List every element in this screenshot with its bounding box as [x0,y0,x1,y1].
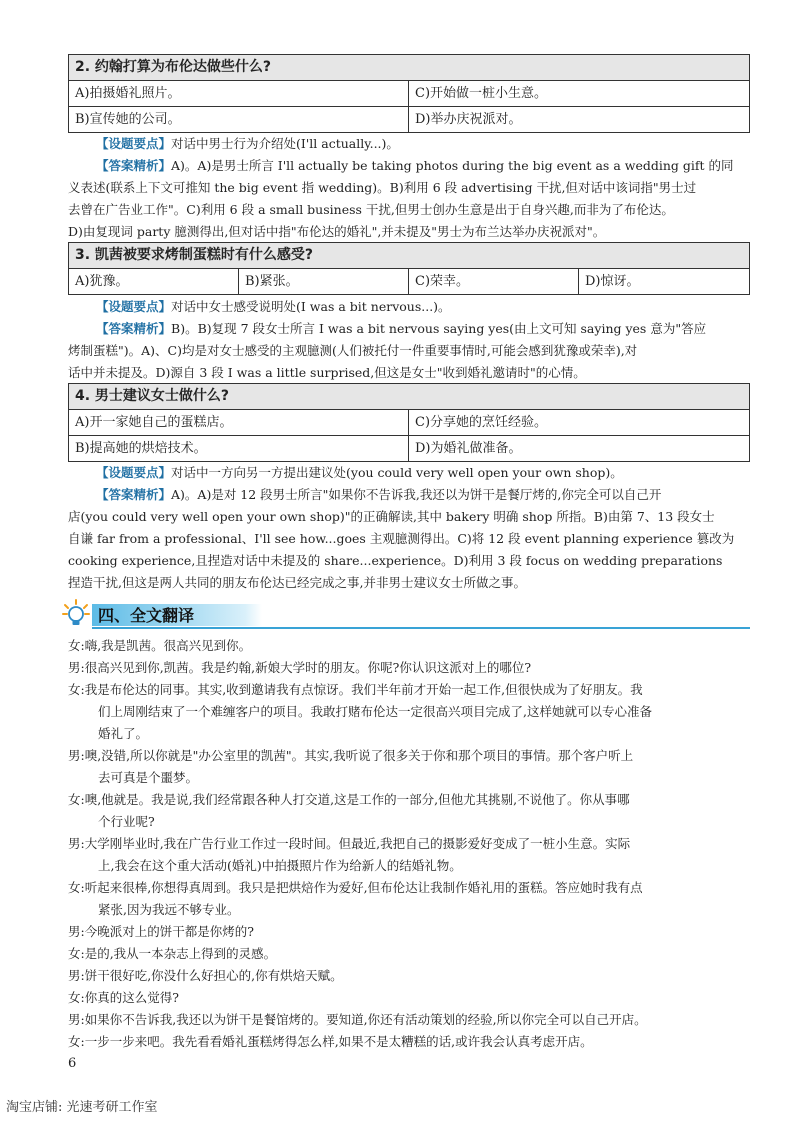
question-2-analysis [68,133,748,243]
dialogue-line: 上,我会在这个重大活动(婚礼)中拍摄照片作为给新人的结婚礼物。 [98,858,462,873]
option-a: A)拍摄婚礼照片。 [69,81,409,106]
dialogue-line: 女:嗨,我是凯茜。很高兴见到你。 [68,638,252,653]
question-4-analysis [68,462,748,594]
analysis-tag: 【答案精析】 [96,487,172,502]
question-4-table [68,383,750,462]
option-row [69,269,749,294]
dialogue-line: 们上周刚结束了一个难缠客户的项目。我敢打赌布伦达一定很高兴项目完成了,这样她就可以专心准备 [98,704,652,719]
option-d: D)为婚礼做准备。 [415,441,522,456]
analysis-line: 话中并未提及。D)源自 3 段 I was a little surprised,但这是女士"收到婚礼邀请时"的心情。 [68,365,586,380]
analysis-line: 自谦 far from a professional、I'll see how...goes 主观臆测得出。C)将 12 段 event planning experience 篡改为 [68,531,735,546]
dialogue-line: 个行业呢? [98,814,155,829]
analysis-line: 烤制蛋糕")。A)、C)均是对女士感受的主观臆测(人们被托付一件重要事情时,可能会感到犹豫或荣幸),对 [68,343,638,358]
option-c: C)荣幸。 [409,269,579,294]
option-d: D)惊讶。 [585,274,640,289]
dialogue-line: 女:我是布伦达的同事。其实,收到邀请我有点惊讶。我们半年前才开始一起工作,但很快成为了好朋友。我 [68,682,643,697]
option-row [69,410,749,436]
question-point [68,133,748,155]
footer-text: 淘宝店铺: 光速考研工作室 [6,1100,158,1115]
option-b: B)宣传她的公司。 [69,107,409,132]
question-2-title: 2. 约翰打算为布伦达做些什么? [69,55,749,81]
point-text: 对话中男士行为介绍处(I'll actually...)。 [171,136,399,151]
point-tag: 【设题要点】 [96,465,172,480]
option-d: D)举办庆祝派对。 [415,112,522,127]
dialogue-line: 女:噢,他就是。我是说,我们经常跟各种人打交道,这是工作的一部分,但他尤其挑剔,不说他了。你从事哪 [68,792,630,807]
analysis-line: cooking experience,且捏造对话中未提及的 share...experience。D)利用 3 段 focus on wedding preparations [68,553,723,568]
dialogue-line: 女:是的,我从一本杂志上得到的灵感。 [68,946,277,961]
option-a: A)犹豫。 [69,269,239,294]
dialogue-line: 女:听起来很棒,你想得真周到。我只是把烘焙作为爱好,但布伦达让我制作婚礼用的蛋糕。答应她时我有点 [68,880,643,895]
question-4-title: 4. 男士建议女士做什么? [69,384,749,410]
question-point [68,462,748,484]
page-number: 6 [68,1056,77,1071]
option-row [69,436,749,461]
analysis-line: D)由复现词 party 臆测得出,但对话中指"布伦达的婚礼",并未提及"男士为布兰达举办庆祝派对"。 [68,224,606,239]
analysis-line: 义表述(联系上下文可推知 the big event 指 wedding)。B)利用 6 段 advertising 干扰,但对话中该词指"男士过 [68,180,697,195]
point-tag: 【设题要点】 [96,299,172,314]
dialogue-line: 紧张,因为我远不够专业。 [98,902,240,917]
option-b: B)提高她的烘焙技术。 [69,436,409,461]
analysis-line: 【答案精析】B)。B)复现 7 段女士所言 I was a bit nervous saying yes(由上文可知 saying yes 意为"答应 [96,321,707,336]
translation-dialogue [68,635,748,1053]
question-point [68,296,748,318]
option-a: A)开一家她自己的蛋糕店。 [69,410,409,435]
dialogue-line: 男:噢,没错,所以你就是"办公室里的凯茜"。其实,我听说了很多关于你和那个项目的事情。那个客户听上 [68,748,634,763]
option-row [69,81,749,107]
analysis-line: 捏造干扰,但这是两人共同的朋友布伦达已经完成之事,并非男士建议女士所做之事。 [68,575,526,590]
section-heading [62,599,750,629]
dialogue-line: 男:如果你不告诉我,我还以为饼干是餐馆烤的。要知道,你还有活动策划的经验,所以你完全可以自己开店。 [68,1012,647,1027]
dialogue-line: 男:大学刚毕业时,我在广告行业工作过一段时间。但最近,我把自己的摄影爱好变成了一桩小生意。实际 [68,836,631,851]
dialogue-line: 女:一步一步来吧。我先看看婚礼蛋糕烤得怎么样,如果不是太糟糕的话,或许我会认真考虑开店。 [68,1034,593,1049]
question-3-analysis [68,296,748,384]
dialogue-line: 男:很高兴见到你,凯茜。我是约翰,新娘大学时的朋友。你呢?你认识这派对上的哪位? [68,660,532,675]
analysis-tag: 【答案精析】 [96,321,172,336]
lightbulb-icon [62,599,90,629]
point-text: 对话中女士感受说明处(I was a bit nervous...)。 [171,299,451,314]
option-b: B)紧张。 [239,269,409,294]
point-text: 对话中一方向另一方提出建议处(you could very well open your own shop)。 [171,465,623,480]
section-rule [92,627,750,629]
question-3-table [68,242,750,295]
option-c: C)开始做一桩小生意。 [415,86,548,101]
analysis-tag: 【答案精析】 [96,158,172,173]
option-c: C)分享她的烹饪经验。 [415,415,548,430]
section-title: 四、全文翻译 [98,606,195,625]
analysis-line: 去曾在广告业工作"。C)利用 6 段 a small business 干扰,但男士创办生意是出于自身兴趣,而非为了布伦达。 [68,202,674,217]
option-row [69,107,749,132]
dialogue-line: 女:你真的这么觉得? [68,990,179,1005]
point-tag: 【设题要点】 [96,136,172,151]
analysis-line: 【答案精析】A)。A)是男士所言 I'll actually be taking photos during the big event as a wedding gift 的同 [96,158,734,173]
question-3-title: 3. 凯茜被要求烤制蛋糕时有什么感受? [69,243,749,269]
analysis-line: 店(you could very well open your own shop)"的正确解读,其中 bakery 明确 shop 所指。B)由第 7、13 段女士 [68,509,715,524]
dialogue-line: 男:今晚派对上的饼干都是你烤的? [68,924,254,939]
dialogue-line: 去可真是个噩梦。 [98,770,199,785]
question-2-table [68,54,750,133]
dialogue-line: 男:饼干很好吃,你没什么好担心的,你有烘焙天赋。 [68,968,343,983]
dialogue-line: 婚礼了。 [98,726,149,741]
analysis-line: 【答案精析】A)。A)是对 12 段男士所言"如果你不告诉我,我还以为饼干是餐厅烤的,你完全可以自己开 [96,487,662,502]
